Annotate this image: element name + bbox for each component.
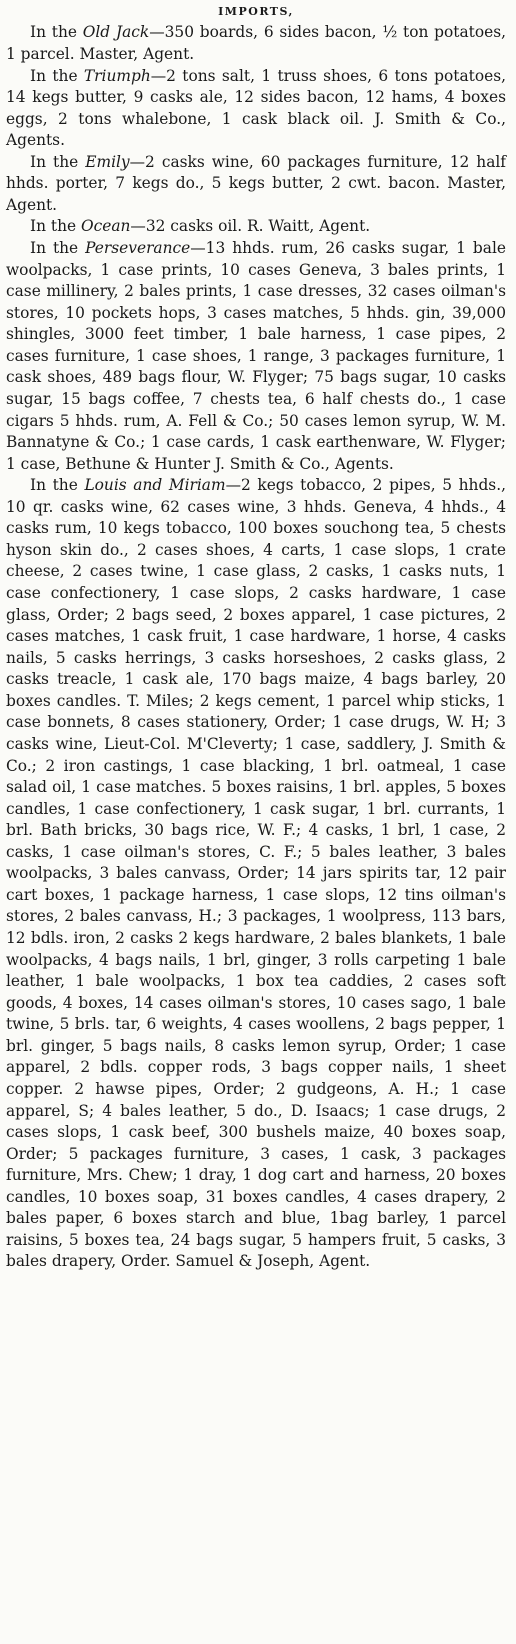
entry-text: —32 casks oil. R. Waitt, Agent. — [130, 217, 371, 236]
entry-lead: In the — [30, 66, 84, 85]
import-entry — [6, 152, 506, 217]
ship-name: Triumph — [83, 66, 151, 85]
entry-lead: In the — [30, 23, 83, 42]
entry-lead: In the — [30, 217, 81, 236]
ship-name: Louis and Miriam — [84, 476, 226, 495]
import-entry — [6, 22, 506, 65]
entry-lead: In the — [30, 152, 86, 171]
import-entry — [6, 216, 506, 238]
ship-name: Ocean — [80, 217, 131, 236]
entry-text: —350 boards, 6 sides bacon, ½ ton potatoes, 1 parcel. Master, Agent. — [6, 23, 507, 63]
import-entry — [6, 238, 506, 475]
entry-text: —13 hhds. rum, 26 casks sugar, 1 bale woolpacks, 1 case prints, 10 cases Geneva, 3 bales prints, 1 case millinery, 2 bales prints, 1 case dresses, 32 cases oilman's stores, 10 pockets hops, 3 cases matches, 5 hhds. gin, 39,000 shingles, 3000 feet timber, 1 bale harness, 1 case pipes, 2 cases furniture, 1 case shoes, 1 range, 3 packages furniture, 1 cask shoes, 489 bags flour, W. Flyger; 75 bags sugar, 10 casks sugar, 15 bags coffee, 7 chests tea, 6 half chests do., 1 case cigars 5 hhds. rum, A. Fell & Co.; 50 cases lemon syrup, W. M. Bannatyne & Co.; 1 case cards, 1 cask earthenware, W. Flyger; 1 case, Bethune & Hunter J. Smith & Co., Agents. — [6, 239, 506, 473]
import-entry — [6, 475, 506, 1273]
entry-lead: In the — [30, 239, 86, 258]
ship-name: Emily — [85, 152, 130, 171]
section-heading: IMPORTS, — [218, 5, 294, 18]
entry-text: —2 kegs tobacco, 2 pipes, 5 hhds., 10 qr. casks wine, 62 cases wine, 3 hhds. Geneva, 4 hhds., 4 casks rum, 10 kegs tobacco, 100 boxes souchong tea, 5 chests hyson skin do., 2 cases shoes, 4 carts, 1 case slops, 1 crate cheese, 2 cases twine, 1 case glass, 2 casks, 1 casks nuts, 1 case confectionery, 1 case slops, 2 casks hardware, 1 case glass, Order; 2 bags seed, 2 boxes apparel, 1 case pictures, 2 cases matches, 1 cask fruit, 1 case hardware, 1 horse, 4 casks nails, 5 casks herrings, 3 casks horseshoes, 2 casks glass, 2 casks treacle, 1 cask ale, 170 bags maize, 4 bags barley, 20 boxes candles. T. Miles; 2 kegs cement, 1 parcel whip sticks, 1 case bonnets, 8 cases stationery, Order; 1 case drugs, W. H; 3 casks wine, Lieut-Col. M'Cleverty; 1 case, saddlery, J. Smith & Co.; 2 iron castings, 1 case blacking, 1 brl. oatmeal, 1 case salad oil, 1 case matches. 5 boxes raisins, 1 brl. apples, 5 boxes candles, 1 case confectionery, 1 cask sugar, 1 brl. currants, 1 brl. Bath bricks, 30 bags rice, W. F.; 4 casks, 1 brl, 1 case, 2 casks, 1 case oilman's stores, C. F.; 5 bales leather, 3 bales woolpacks, 3 bales canvass, Order; 14 jars spirits tar, 12 pair cart boxes, 1 package harness, 1 case slops, 12 tins oilman's stores, 2 bales canvass, H.; 3 packages, 1 woolpress, 113 bars, 12 bdls. iron, 2 casks 2 kegs hardware, 2 bales blankets, 1 bale woolpacks, 4 bags nails, 1 brl, ginger, 3 rolls carpeting 1 bale leather, 1 bale woolpacks, 1 box tea caddies, 2 cases soft goods, 4 boxes, 14 cases oilman's stores, 10 cases sago, 1 bale twine, 5 brls. tar, 6 weights, 4 cases woollens, 2 bags pepper, 1 brl. ginger, 5 bags nails, 8 casks lemon syrup, Order; 1 case apparel, 2 bdls. copper rods, 3 bags copper nails, 1 sheet copper. 2 hawse pipes, Order; 2 gudgeons, A. H.; 1 case apparel, S; 4 bales leather, 5 do., D. Isaacs; 1 case drugs, 2 cases slops, 1 cask beef, 300 bushels maize, 40 boxes soap, Order; 5 packages furniture, 3 cases, 1 cask, 3 packages furniture, Mrs. Chew; 1 dray, 1 dog cart and harness, 20 boxes candles, 10 boxes soap, 31 boxes candles, 4 cases drapery, 2 bales paper, 6 boxes starch and blue, 1bag barley, 1 parcel raisins, 5 boxes tea, 24 bags sugar, 5 hampers fruit, 5 casks, 3 bales drapery, Order. Samuel & Joseph, Agent. — [6, 476, 506, 1271]
entry-lead: In the — [30, 476, 85, 495]
import-entry — [6, 66, 506, 152]
ship-name: Old Jack — [82, 23, 150, 42]
entry-text: —2 casks wine, 60 packages furniture, 12 half hhds. porter, 7 kegs do., 5 kegs butter, 2 cwt. bacon. Master, Agent. — [6, 152, 507, 214]
entry-text: —2 tons salt, 1 truss shoes, 6 tons potatoes, 14 kegs butter, 9 casks ale, 12 sides bacon, 12 hams, 4 boxes eggs, 2 tons whalebone, 1 cask black oil. J. Smith & Co., Agents. — [6, 66, 507, 150]
ship-name: Perseverance — [85, 239, 191, 258]
